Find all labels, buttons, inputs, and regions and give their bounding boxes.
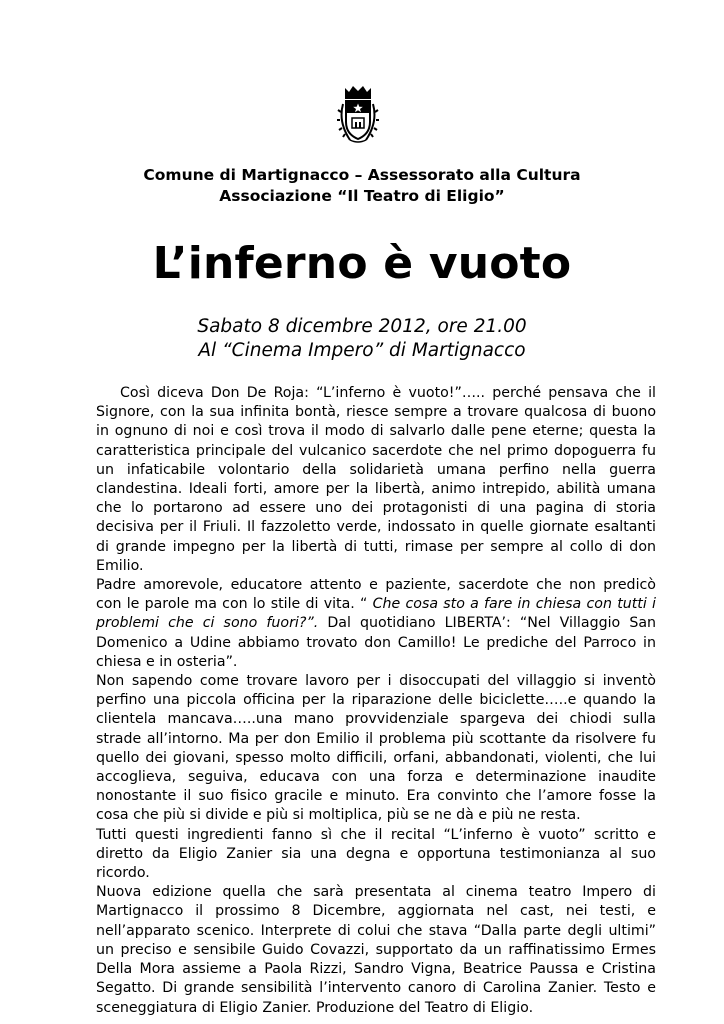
- paragraph-intro: Così diceva Don De Roja: “L’inferno è vuoto!”….. perché pensava che il Signore, con la sua infinita bontà, riesce sempre a trovare qualcosa di buono in ognuno di noi e così trova il modo di salvarlo dalle pene eterne; questa la caratteristica principale del vulcanico sacerdote che nel primo dopoguerra fu un infaticabile volontario della solidarietà umana perfino nella guerra clandestina. Ideali forti, amore per la libertà, animo intrepido, abilità umana che lo portarono ad essere uno dei protagonisti di una pagina di storia decisiva per il Friuli. Il fazzoletto verde, indossato in quelle giornate esaltanti di grande impegno per la libertà di tutti, rimase per sempre al collo di don Emilio.: [96, 385, 656, 574]
- paragraph-cast: Nuova edizione quella che sarà presentata al cinema teatro Impero di Martignacco il prossimo 8 Dicembre, aggiornata nel cast, nei testi, e nell’apparato scenico. Interprete di colui che stava “Dalla parte degli ultimi” un preciso e sensibile Guido Covazzi, supportato da un raffinatissimo Ermes Della Mora assieme a Paola Rizzi, Sandro Vigna, Beatrice Paussa e Cristina Segatto. Di grande sensibilità l’intervento canoro di Carolina Zanier. Testo e sceneggiatura di Eligio Zanier. Produzione del Teatro di Eligio.: [96, 884, 656, 1016]
- quote-text: Che cosa sto a fare in chiesa con tutti i problemi che ci sono fuori?”.: [96, 596, 656, 632]
- paragraph-quote-tail: Dal quotidiano LIBERTA’: “Nel Villaggio San Domenico a Udine abbiamo trovato don Camillo! Le prediche del Parroco in chiesa e in osteria”.: [96, 615, 657, 670]
- organizer-line-association: Associazione “Il Teatro di Eligio”: [219, 187, 505, 205]
- paragraph-quote-lead: Padre amorevole, educatore attento e paziente, sacerdote che non predicò con le parole ma con lo stile di vita. “: [96, 577, 656, 613]
- paragraph-workshop: Non sapendo come trovare lavoro per i disoccupati del villaggio si inventò perfino una piccola officina per la riparazione delle biciclette…..e quando la clientela mancava…..una mano provvidenziale spargeva dei chiodi sulla strade all’intorno. Ma per don Emilio il problema più scottante da risolvere fu quello dei giovani, spesso molto difficili, orfani, abbandonati, violenti, che lui accoglieva, seguiva, educava con una forza e determinazione inaudite nonostante il suo fisico gracile e minuto. Era convinto che l’amore fosse la cosa che più si divide e più si moltiplica, più se ne dà e più ne resta.: [96, 673, 656, 824]
- event-date: Sabato 8 dicembre 2012, ore 21.00: [197, 316, 527, 337]
- paragraph-recital: Tutti questi ingredienti fanno sì che il recital “L’inferno è vuoto” scritto e diretto da Eligio Zanier sia una degna e opportuna testimonianza al suo ricordo.: [96, 826, 656, 882]
- event-venue: Al “Cinema Impero” di Martignacco: [198, 340, 526, 361]
- article-body: [96, 384, 656, 1018]
- event-title: L’inferno è vuoto: [152, 238, 572, 289]
- organizer-line-municipality: Comune di Martignacco – Assessorato alla Cultura: [143, 166, 581, 184]
- paragraph-quote: [96, 576, 656, 672]
- municipal-crest-icon: [336, 84, 380, 146]
